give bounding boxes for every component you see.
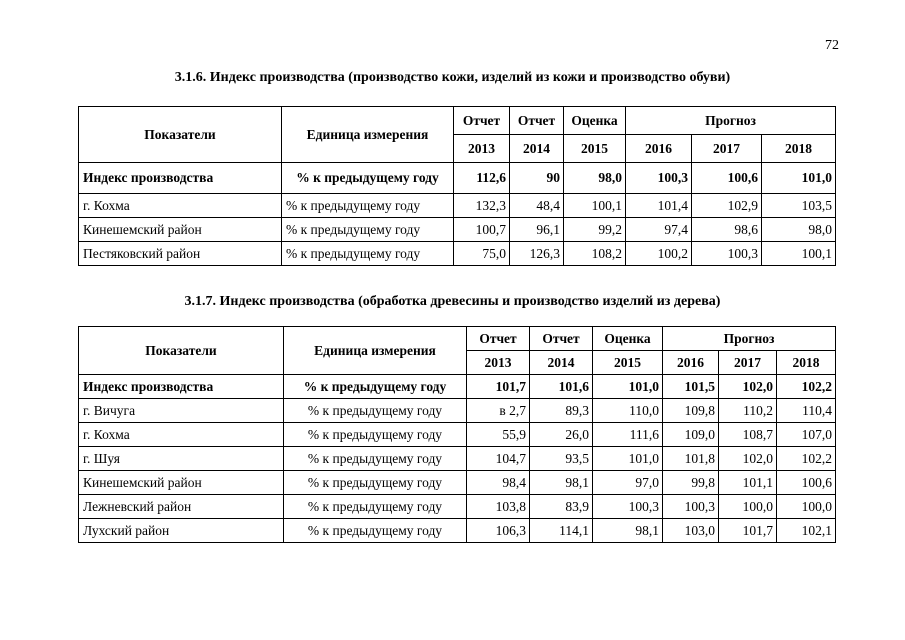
header-year: 2016 (663, 351, 719, 375)
table-row (79, 163, 836, 194)
row-name: г. Кохма (79, 194, 282, 218)
header-indicators: Показатели (79, 107, 282, 163)
row-name: Кинешемский район (79, 218, 282, 242)
header-year: 2016 (626, 135, 692, 163)
header-report: Отчет (467, 327, 530, 351)
row-value: 103,8 (467, 495, 530, 519)
row-value: 97,4 (626, 218, 692, 242)
row-name: г. Вичуга (79, 399, 284, 423)
row-value: 98,1 (530, 471, 593, 495)
header-year: 2018 (762, 135, 836, 163)
row-value: 48,4 (510, 194, 564, 218)
section-title-3-1-7: 3.1.7. Индекс производства (обработка древесины и производство изделий из дерева) (184, 294, 721, 309)
row-unit: % к предыдущему году (282, 242, 454, 266)
row-value: 101,0 (593, 447, 663, 471)
header-forecast: Прогноз (626, 107, 836, 135)
row-value: 55,9 (467, 423, 530, 447)
row-value: 100,7 (454, 218, 510, 242)
row-value: 101,6 (530, 375, 593, 399)
header-year: 2015 (564, 135, 626, 163)
row-unit: % к предыдущему году (282, 194, 454, 218)
table-row (79, 495, 836, 519)
row-value: 110,0 (593, 399, 663, 423)
row-name: Лежневский район (79, 495, 284, 519)
row-value: 98,1 (593, 519, 663, 543)
row-value: 110,2 (719, 399, 777, 423)
row-value: 102,0 (719, 447, 777, 471)
header-report: Отчет (454, 107, 510, 135)
row-value: 100,0 (719, 495, 777, 519)
row-value: 108,7 (719, 423, 777, 447)
row-value: 102,1 (777, 519, 836, 543)
header-year: 2014 (510, 135, 564, 163)
row-value: 83,9 (530, 495, 593, 519)
row-value: 112,6 (454, 163, 510, 194)
row-value: 100,1 (564, 194, 626, 218)
header-indicators: Показатели (79, 327, 284, 375)
row-unit: % к предыдущему году (284, 471, 467, 495)
production-index-table-wood (78, 326, 836, 543)
row-value: 75,0 (454, 242, 510, 266)
row-unit: % к предыдущему году (284, 519, 467, 543)
row-value: 100,0 (777, 495, 836, 519)
row-value: 108,2 (564, 242, 626, 266)
row-unit: % к предыдущему году (282, 218, 454, 242)
row-value: 103,5 (762, 194, 836, 218)
row-value: 107,0 (777, 423, 836, 447)
row-value: 101,0 (593, 375, 663, 399)
row-value: 102,0 (719, 375, 777, 399)
header-forecast: Прогноз (663, 327, 836, 351)
header-unit: Единица измерения (284, 327, 467, 375)
header-year: 2017 (692, 135, 762, 163)
header-year: 2013 (467, 351, 530, 375)
header-estimate: Оценка (564, 107, 626, 135)
row-name: Индекс производства (79, 375, 284, 399)
row-value: 97,0 (593, 471, 663, 495)
table-row (79, 242, 836, 266)
row-value: 100,1 (762, 242, 836, 266)
table-row (79, 375, 836, 399)
row-value: 100,3 (663, 495, 719, 519)
table-row (79, 447, 836, 471)
row-name: Индекс производства (79, 163, 282, 194)
header-year: 2017 (719, 351, 777, 375)
row-value: 99,2 (564, 218, 626, 242)
row-value: 100,3 (593, 495, 663, 519)
row-value: 132,3 (454, 194, 510, 218)
row-value: 98,4 (467, 471, 530, 495)
production-index-table-leather (78, 106, 836, 266)
row-value: 98,0 (762, 218, 836, 242)
row-value: 110,4 (777, 399, 836, 423)
header-year: 2014 (530, 351, 593, 375)
table-row (79, 218, 836, 242)
row-value: 104,7 (467, 447, 530, 471)
row-name: Пестяковский район (79, 242, 282, 266)
row-value: 101,7 (467, 375, 530, 399)
header-year: 2013 (454, 135, 510, 163)
row-value: 89,3 (530, 399, 593, 423)
row-value: в 2,7 (467, 399, 530, 423)
row-value: 101,4 (626, 194, 692, 218)
row-value: 101,0 (762, 163, 836, 194)
row-value: 96,1 (510, 218, 564, 242)
row-name: г. Шуя (79, 447, 284, 471)
header-unit: Единица измерения (282, 107, 454, 163)
row-value: 103,0 (663, 519, 719, 543)
row-name: г. Кохма (79, 423, 284, 447)
row-value: 102,2 (777, 447, 836, 471)
row-value: 26,0 (530, 423, 593, 447)
table-row (79, 471, 836, 495)
table-row (79, 519, 836, 543)
row-value: 98,6 (692, 218, 762, 242)
row-unit: % к предыдущему году (284, 495, 467, 519)
table-row (79, 423, 836, 447)
row-value: 111,6 (593, 423, 663, 447)
row-value: 102,2 (777, 375, 836, 399)
row-unit: % к предыдущему году (284, 375, 467, 399)
table-row (79, 194, 836, 218)
table-header-row (79, 327, 836, 351)
row-value: 126,3 (510, 242, 564, 266)
header-year: 2015 (593, 351, 663, 375)
row-value: 100,6 (692, 163, 762, 194)
header-report: Отчет (510, 107, 564, 135)
row-value: 100,3 (626, 163, 692, 194)
row-unit: % к предыдущему году (284, 447, 467, 471)
table-row (79, 399, 836, 423)
header-estimate: Оценка (593, 327, 663, 351)
row-name: Кинешемский район (79, 471, 284, 495)
row-value: 101,1 (719, 471, 777, 495)
row-value: 114,1 (530, 519, 593, 543)
section-title-3-1-6: 3.1.6. Индекс производства (производство кожи, изделий из кожи и производство обуви) (174, 70, 731, 85)
row-value: 100,3 (692, 242, 762, 266)
page-number: 72 (825, 38, 839, 53)
row-value: 101,5 (663, 375, 719, 399)
row-unit: % к предыдущему году (282, 163, 454, 194)
row-unit: % к предыдущему году (284, 423, 467, 447)
row-value: 93,5 (530, 447, 593, 471)
header-year: 2018 (777, 351, 836, 375)
row-value: 109,8 (663, 399, 719, 423)
row-value: 99,8 (663, 471, 719, 495)
row-unit: % к предыдущему году (284, 399, 467, 423)
row-value: 90 (510, 163, 564, 194)
row-value: 106,3 (467, 519, 530, 543)
row-value: 109,0 (663, 423, 719, 447)
row-value: 101,8 (663, 447, 719, 471)
row-value: 98,0 (564, 163, 626, 194)
row-value: 102,9 (692, 194, 762, 218)
row-value: 100,2 (626, 242, 692, 266)
header-report: Отчет (530, 327, 593, 351)
table-header-row (79, 107, 836, 135)
row-name: Лухский район (79, 519, 284, 543)
row-value: 101,7 (719, 519, 777, 543)
row-value: 100,6 (777, 471, 836, 495)
